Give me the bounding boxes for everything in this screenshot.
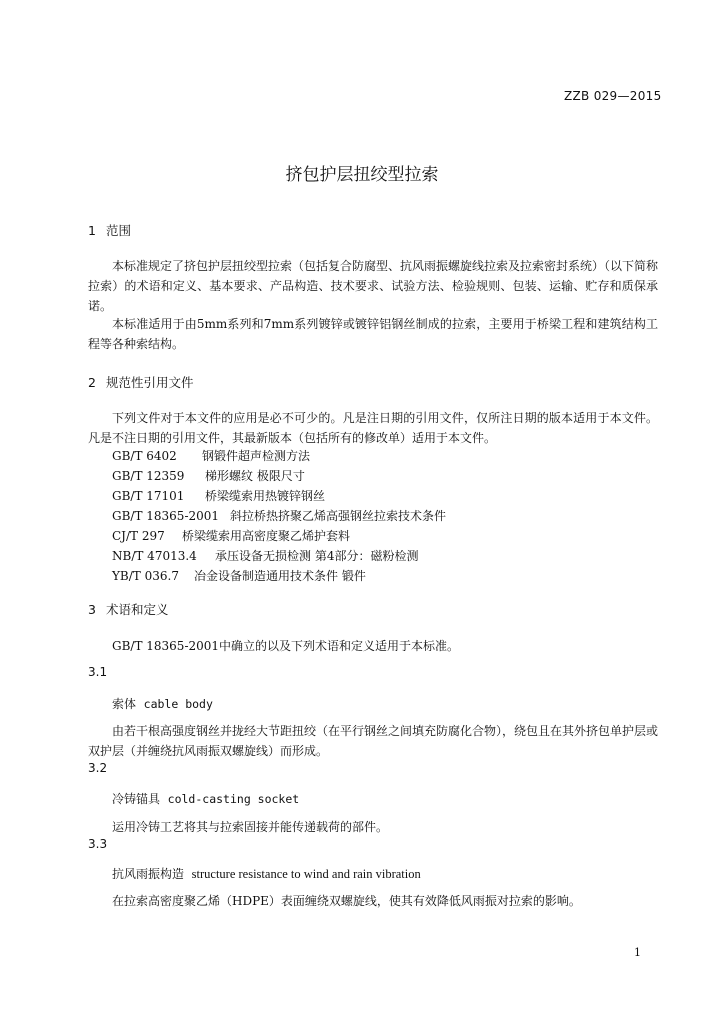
reference-title: 钢锻件超声检测方法 — [202, 449, 311, 463]
scope-paragraph-1: 本标准规定了挤包护层扭绞型拉索（包括复合防腐型、抗风雨振螺旋线拉索及拉索密封系统）（以下简称拉索）的术语和定义、基本要求、产品构造、技术要求、试验方法、检验规则、包装、运输、贮存和质保承诺。 — [88, 259, 659, 313]
term-english: cold-casting socket — [167, 792, 300, 806]
reference-item — [112, 487, 325, 504]
reference-title: 承压设备无损检测 第4部分：磁粉检测 — [215, 549, 419, 563]
section-title: 范围 — [106, 223, 132, 238]
term-heading — [112, 790, 299, 807]
section-title: 术语和定义 — [106, 602, 169, 617]
standard-code: ZZB 029—2015 — [564, 89, 662, 103]
reference-code: GB/T 18365-2001 — [112, 509, 220, 523]
term-chinese: 抗风雨振构造 — [112, 867, 185, 881]
term-number: 3.2 — [88, 761, 108, 775]
reference-item — [112, 467, 305, 484]
reference-item — [112, 447, 310, 464]
section-1-heading — [88, 221, 131, 239]
reference-item — [112, 547, 418, 564]
section-title: 规范性引用文件 — [106, 375, 194, 390]
section-number: 1 — [88, 223, 96, 238]
normative-intro: 下列文件对于本文件的应用是必不可少的。凡是注日期的引用文件，仅所注日期的版本适用于本文件。凡是不注日期的引用文件，其最新版本（包括所有的修改单）适用于本文件。 — [88, 411, 658, 445]
section-number: 3 — [88, 602, 96, 617]
reference-code: NB/T 47013.4 — [112, 549, 197, 563]
term-heading — [112, 695, 213, 712]
reference-title: 斜拉桥热挤聚乙烯高强钢丝拉索技术条件 — [230, 509, 447, 523]
term-chinese: 索体 — [112, 697, 137, 711]
reference-title: 冶金设备制造通用技术条件 锻件 — [194, 569, 366, 583]
terms-intro: GB/T 18365-2001中确立的以及下列术语和定义适用于本标准。 — [112, 639, 460, 653]
reference-title: 桥梁缆索用高密度聚乙烯护套料 — [182, 529, 351, 543]
reference-title: 桥梁缆索用热镀锌钢丝 — [205, 489, 326, 503]
reference-code: CJ/T 297 — [112, 529, 165, 543]
reference-code: YB/T 036.7 — [112, 569, 179, 583]
scope-paragraph-2: 本标准适用于由5mm系列和7mm系列镀锌或镀锌铝钢丝制成的拉索，主要用于桥梁工程和建筑结构工程等各种索结构。 — [88, 317, 658, 351]
reference-item — [112, 567, 366, 584]
term-definition: 在拉索高密度聚乙烯（HDPE）表面缠绕双螺旋线，使其有效降低风雨振对拉索的影响。 — [112, 894, 581, 908]
term-english: structure resistance to wind and rain vibration — [191, 867, 421, 881]
term-definition: 运用冷铸工艺将其与拉索固接并能传递载荷的部件。 — [112, 820, 389, 834]
term-heading — [112, 865, 421, 882]
section-3-heading — [88, 600, 169, 618]
section-number: 2 — [88, 375, 96, 390]
term-number: 3.3 — [88, 837, 108, 851]
reference-title: 梯形螺纹 极限尺寸 — [205, 469, 305, 483]
reference-item — [112, 527, 350, 544]
reference-code: GB/T 17101 — [112, 489, 185, 503]
reference-code: GB/T 12359 — [112, 469, 185, 483]
term-number: 3.1 — [88, 665, 108, 679]
term-definition: 由若干根高强度钢丝并拢经大节距扭绞（在平行钢丝之间填充防腐化合物），绕包且在其外挤包单护层或双护层（并缠绕抗风雨振双螺旋线）而形成。 — [88, 724, 659, 758]
term-english: cable body — [143, 697, 213, 711]
document-title: 挤包护层扭绞型拉索 — [285, 165, 439, 185]
section-2-heading — [88, 373, 194, 391]
page-number: 1 — [634, 946, 641, 959]
term-chinese: 冷铸锚具 — [112, 792, 161, 806]
reference-code: GB/T 6402 — [112, 449, 177, 463]
reference-item — [112, 507, 446, 524]
